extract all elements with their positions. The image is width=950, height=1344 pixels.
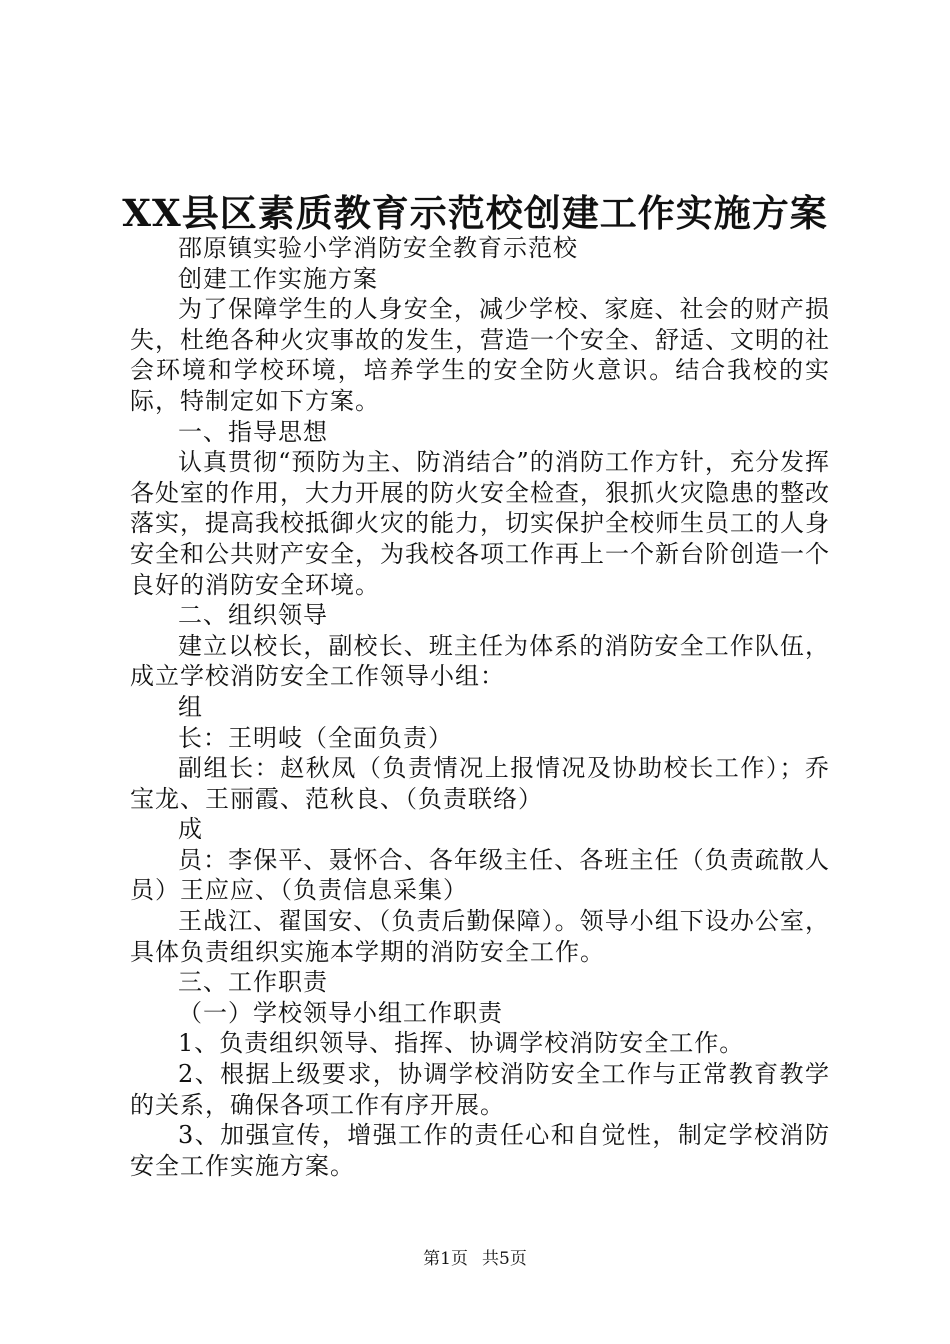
paragraph: 王战江、翟国安、（负责后勤保障）。领导小组下设办公室，具体负责组织实施本学期的消防安全工作。 [130, 907, 830, 966]
section-heading: 一、指导思想 [178, 417, 328, 446]
document-body [130, 233, 830, 1181]
list-item: 3、加强宣传，增强工作的责任心和自觉性，制定学校消防安全工作实施方案。 [130, 1121, 830, 1180]
page-total: 共5页 [482, 1249, 527, 1269]
page-number: 第1页 [423, 1249, 468, 1269]
subsection-heading: （一）学校领导小组工作职责 [178, 998, 503, 1027]
list-item: 2、根据上级要求，协调学校消防安全工作与正常教育教学的关系，确保各项工作有序开展。 [130, 1060, 830, 1119]
paragraph: 建立以校长，副校长、班主任为体系的消防安全工作队伍，成立学校消防安全工作领导小组： [130, 631, 830, 691]
paragraph: 认真贯彻“预防为主、防消结合”的消防工作方针，充分发挥各处室的作用，大力开展的防火安全检查，狠抓火灾隐患的整改落实，提高我校抵御火灾的能力，切实保护全校师生员工的人身安全和公共财产安全，为我校各项工作再上一个新台阶创造一个良好的消防安全环境。 [130, 448, 830, 599]
paragraph: 长：王明岐（全面负责） [178, 723, 453, 752]
section-heading: 二、组织领导 [178, 601, 328, 630]
paragraph: 员：李保平、聂怀合、各年级主任、各班主任（负责疏散人员）王应应、（负责信息采集） [130, 845, 830, 905]
paragraph: 副组长：赵秋凤（负责情况上报情况及协助校长工作）；乔宝龙、王丽霞、范秋良、（负责联络） [130, 754, 830, 813]
paragraph: 邵原镇实验小学消防安全教育示范校 [178, 234, 578, 262]
list-item: 1、负责组织领导、指挥、协调学校消防安全工作。 [178, 1029, 745, 1058]
paragraph: 创建工作实施方案 [178, 264, 378, 293]
section-heading: 三、工作职责 [178, 968, 328, 997]
paragraph: 成 [178, 815, 203, 844]
paragraph: 为了保障学生的人身安全，减少学校、家庭、社会的财产损失，杜绝各种火灾事故的发生，营造一个安全、舒适、文明的社会环境和学校环境，培养学生的安全防火意识。结合我校的实际，特制定如下方案。 [130, 295, 830, 415]
page-footer [0, 1244, 950, 1269]
document-title: XX县区素质教育示范校创建工作实施方案 [122, 191, 828, 235]
paragraph: 组 [178, 692, 203, 721]
